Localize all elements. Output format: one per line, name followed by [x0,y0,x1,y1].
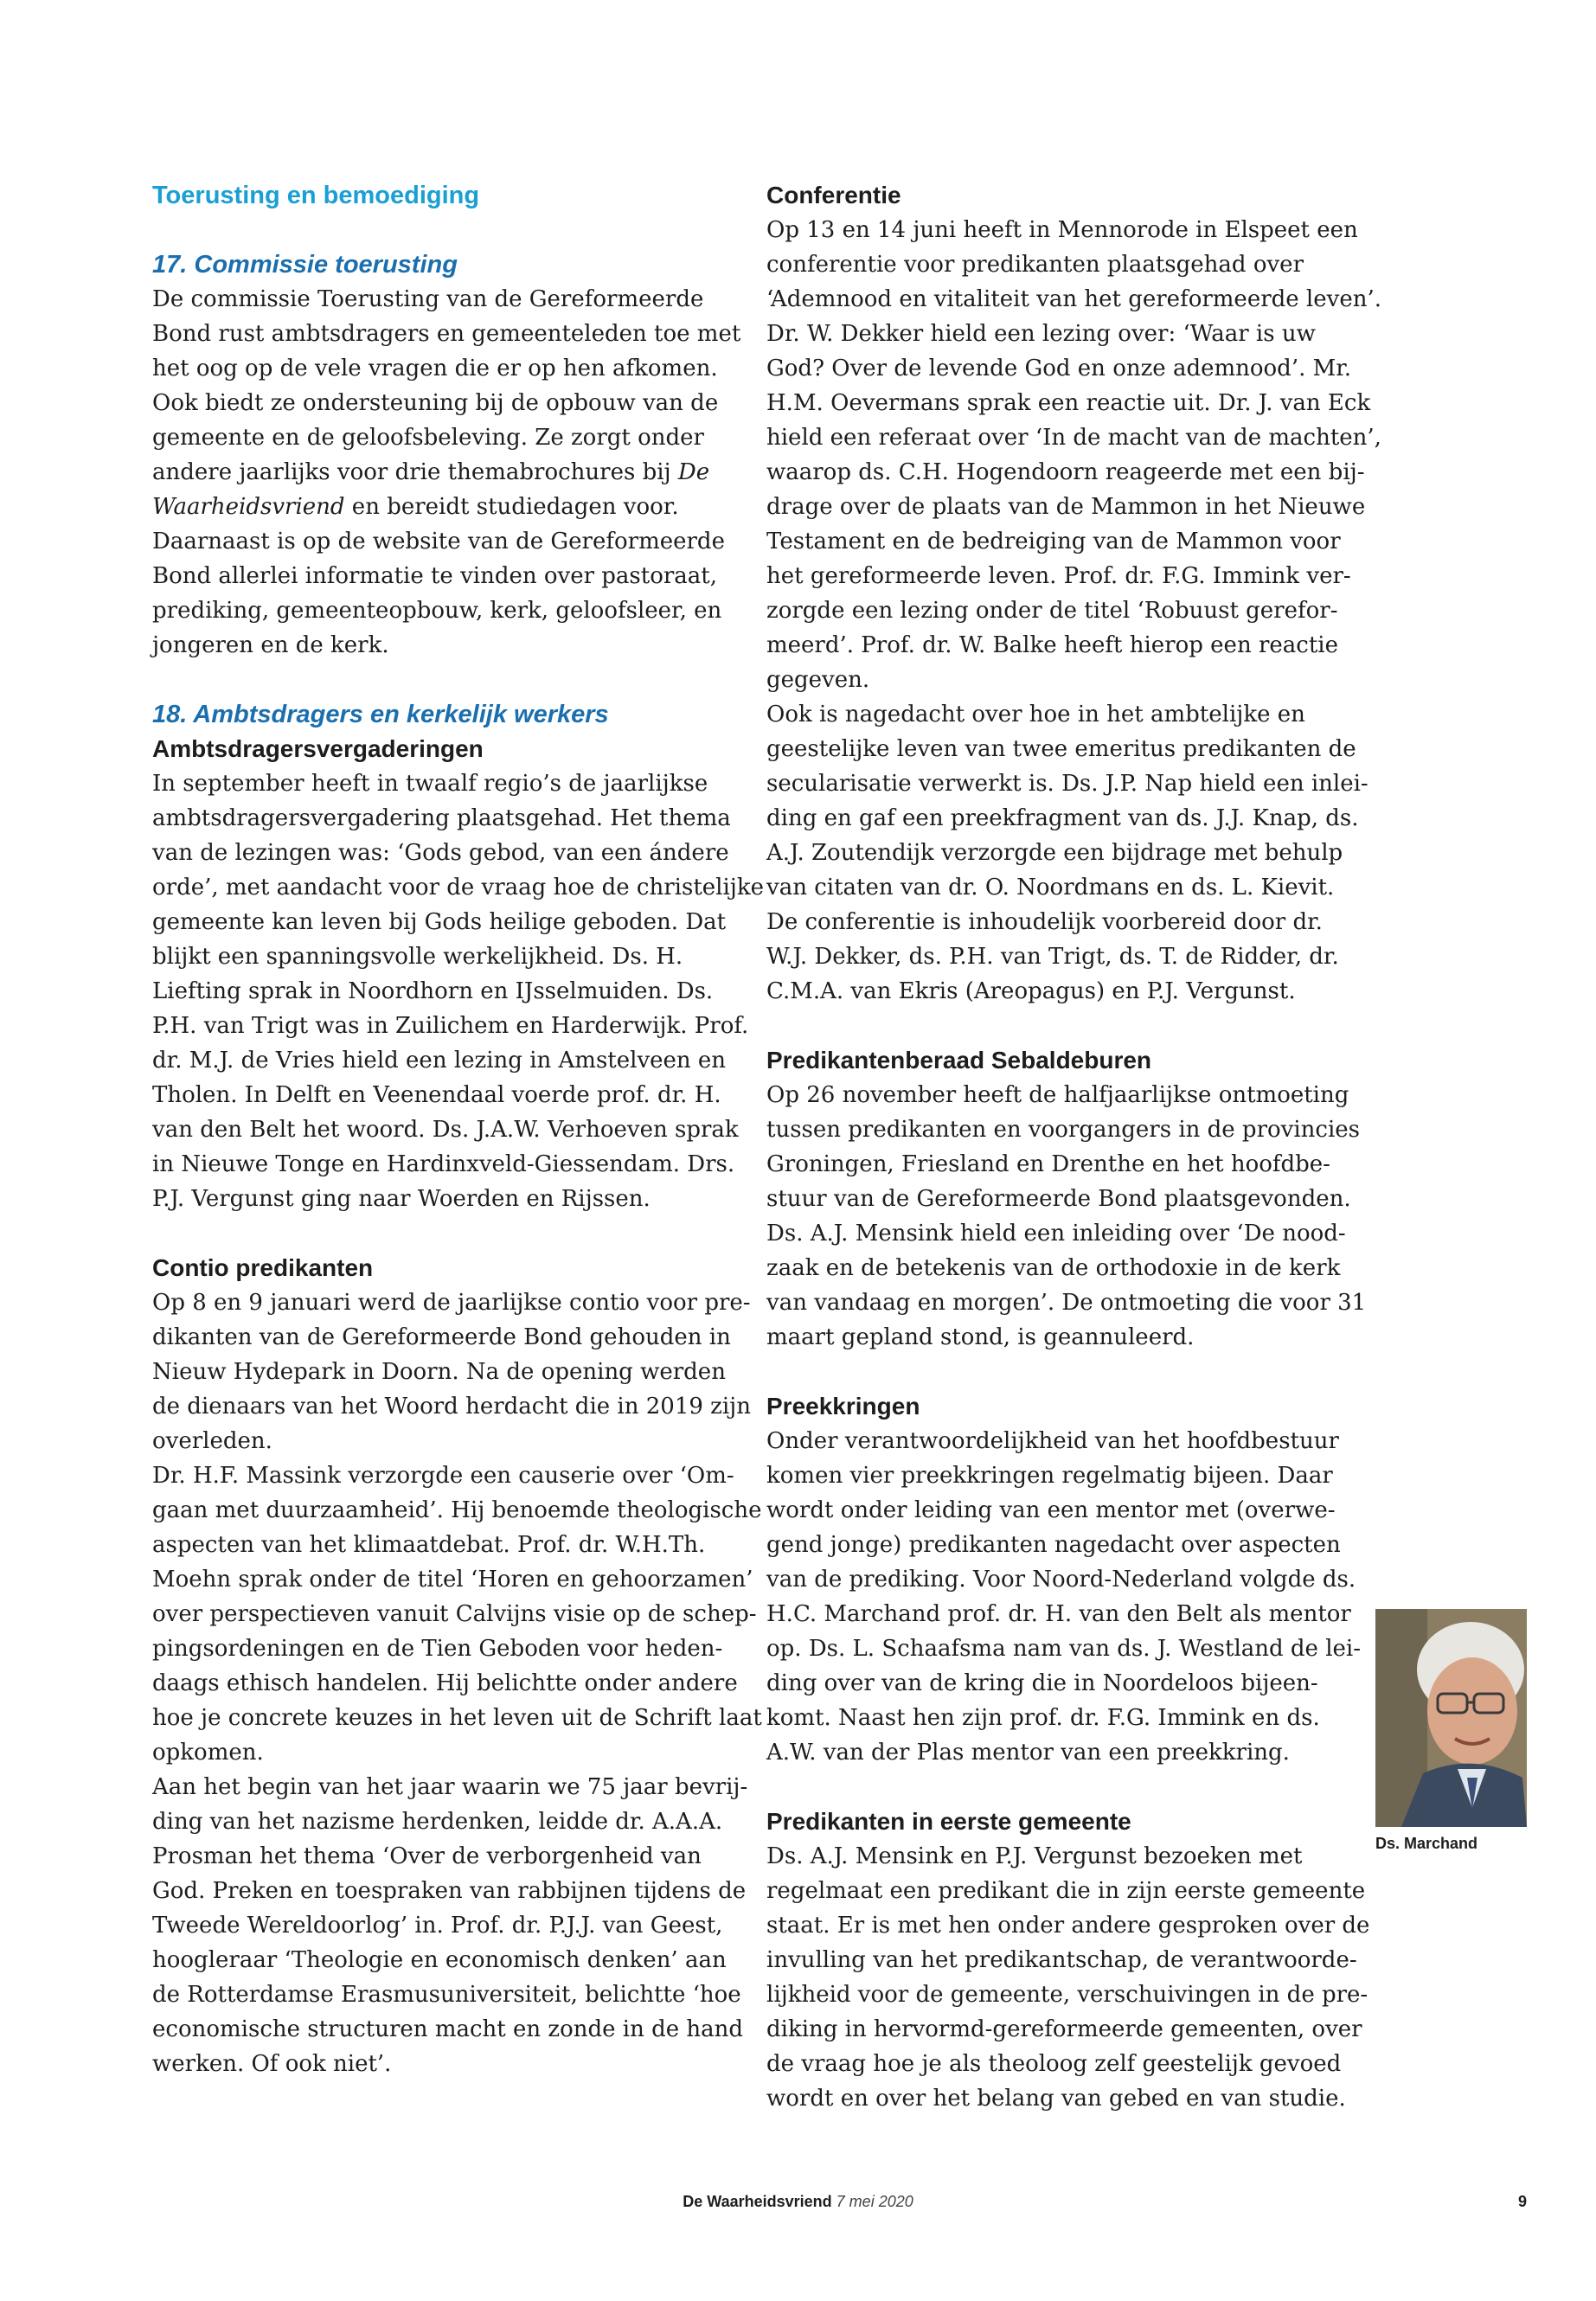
line-with-italic: andere jaarlijks voor drie themabrochures bij De [152,459,710,485]
paragraph-commissie-toerusting: De commissie Toerusting van de Gereformeerde Bond rust ambtsdragers en gemeenteleden toe met het oog op de vele vragen die er op hen afkomen. Ook biedt ze ondersteuning bij de opbouw van de gemeente en de geloofsbeleving. Ze zorgt onder andere jaarlijks voor drie themabrochures bij De Waarheidsvriend en bereidt studiedagen voor. Daarnaast is op de website van de Gereformeerde Bond allerlei informatie te vinden over pastoraat, prediking, gemeenteopbouw, kerk, geloofsleer, en jongeren en de kerk. [152,286,741,658]
subheading-contio-predikanten: Contio predikanten [152,1254,374,1281]
subheading-conferentie: Conferentie [766,182,901,208]
paragraph-conferentie: Op 13 en 14 juni heeft in Mennorode in Elspeet een conferentie voor predikanten plaatsgehad over ‘Ademnood en vitaliteit van het gereformeerde leven’. Dr. W. Dekker hield een lezing over: ‘Waar is uw God? Over de levende God en onze ademnood’. Mr. H.M. Oevermans sprak een reactie uit. Dr. J. van Eck hield een referaat over ‘In de macht van de machten’, waarop ds. C.H. Hogendoorn reageerde met een bij- drage over de plaats van de Mammon in het Nieuwe Testament en de bedreiging van de Mammon voor het gereformeerde leven. Prof. dr. F.G. Immink ver- zorgde een lezing onder de titel ‘Robuust gerefor- meerd’. Prof. dr. W. Balke heeft hierop een reactie gegeven. Ook is nagedacht over hoe in het ambtelijke en geestelijke leven van twee emeritus predikanten de secularisatie verwerkt is. Ds. J.P. Nap hield een inlei- ding en gaf een preekfragment van ds. J.J. Knap, ds. A.J. Zoutendijk verzorgde een bijdrage met behulp van citaten van dr. O. Noordmans en ds. L. Kievit. De conferentie is inhoudelijk voorbereid door dr. W.J. Dekker, ds. P.H. van Trigt, ds. T. de Ridder, dr. C.M.A. van Ekris (Areopagus) en P.J. Vergunst. [766,217,1381,1004]
heading-ambtsdragers: 18. Ambtsdragers en kerkelijk werkers [152,701,609,728]
magazine-name-italic: De [677,459,710,485]
subheading-sebaldeburen: Predikantenberaad Sebaldeburen [766,1047,1152,1074]
right-column [766,178,1381,2116]
portrait-photo [1375,1609,1527,1827]
footer-date: 7 mei 2020 [836,2193,913,2210]
subheading-ambtsdragersvergaderingen: Ambtsdragersvergaderingen [152,735,484,762]
portrait-illustration [1375,1609,1527,1827]
left-column [152,178,764,2081]
paragraph-sebaldeburen: Op 26 november heeft de halfjaarlijkse ontmoeting tussen predikanten en voorgangers in de provincies Groningen, Friesland en Drenthe en het hoofdbe- stuur van de Gereformeerde Bond plaatsgevonden. Ds. A.J. Mensink hield een inleiding over ‘De nood- zaak en de betekenis van de orthodoxie in de kerk van vandaag en morgen’. De ontmoeting die voor 31 maart gepland stond, is geannuleerd. [766,1082,1367,1350]
heading-commissie-toerusting: 17. Commissie toerusting [152,251,458,279]
paragraph-contio-predikanten: Op 8 en 9 januari werd de jaarlijkse contio voor pre- dikanten van de Gereformeerde Bond gehouden in Nieuw Hydepark in Doorn. Na de opening werden de dienaars van het Woord herdacht die in 2019 zijn overleden. Dr. H.F. Massink verzorgde een causerie over ‘Om- gaan met duurzaamheid’. Hij benoemde theologische aspecten van het klimaatdebat. Prof. dr. W.H.Th. Moehn sprak onder de titel ‘Horen en gehoorzamen’ over perspectieven vanuit Calvijns visie op de schep- pingsordeningen en de Tien Geboden voor heden- daags ethisch handelen. Hij belichtte onder andere hoe je concrete keuzes in het leven uit de Schrift laat opkomen. Aan het begin van het jaar waarin we 75 jaar bevrij- ding van het nazisme herdenken, leidde dr. A.A.A. Prosman het thema ‘Over de verborgenheid van God. Preken en toespraken van rabbijnen tijdens de Tweede Wereldoorlog’ in. Prof. dr. P.J.J. van Geest, hoogleraar ‘Theologie en economisch denken’ aan de Rotterdamse Erasmusuniversiteit, belichtte ‘hoe economische structuren macht en zonde in de hand werken. Of ook niet’. [152,1290,762,2077]
subheading-eerste-gemeente: Predikanten in eerste gemeente [766,1808,1131,1835]
paragraph-ambtsdragersvergaderingen: In september heeft in twaalf regio’s de jaarlijkse ambtsdragersvergadering plaatsgehad. Het thema van de lezingen was: ‘Gods gebod, van een ándere orde’, met aandacht voor de vraag hoe de christelijke gemeente kan leven bij Gods heilige geboden. Dat blijkt een spanningsvolle werkelijkheid. Ds. H. Liefting sprak in Noordhorn en IJsselmuiden. Ds. P.H. van Trigt was in Zuilichem en Harderwijk. Prof. dr. M.J. de Vries hield een lezing in Amstelveen en Tholen. In Delft en Veenendaal voerde prof. dr. H. van den Belt het woord. Ds. J.A.W. Verhoeven sprak in Nieuwe Tonge en Hardinxveld-Giessendam. Drs. P.J. Vergunst ging naar Woerden en Rijssen. [152,771,764,1212]
subheading-preekkringen: Preekkringen [766,1393,920,1420]
paragraph-preekkringen: Onder verantwoordelijkheid van het hoofdbestuur komen vier preekkringen regelmatig bijeen. Daar wordt onder leiding van een mentor met (overwe- gend jonge) predikanten nagedacht over aspecten van de prediking. Voor Noord-Nederland volgde ds. H.C. Marchand prof. dr. H. van den Belt als mentor op. Ds. L. Schaafsma nam van ds. J. Westland de lei- ding over van de kring die in Noordeloos bijeen- komt. Naast hen zijn prof. dr. F.G. Immink en ds. A.W. van der Plas mentor van een preekkring. [766,1428,1362,1766]
page-number: 9 [1518,2193,1528,2210]
footer-magazine: De Waarheidsvriend [683,2193,832,2210]
section-title: Toerusting en bemoediging [152,182,480,209]
photo-caption: Ds. Marchand [1375,1835,1478,1852]
line-with-italic-2: Waarheidsvriend en bereidt studiedagen voor. [152,494,679,520]
footer [0,2193,1596,2211]
paragraph-eerste-gemeente: Ds. A.J. Mensink en P.J. Vergunst bezoeken met regelmaat een predikant die in zijn eerste gemeente staat. Er is met hen onder andere gesproken over de invulling van het predikantschap, de verantwoorde- lijkheid voor de gemeente, verschuivingen in de pre- diking in hervormd-gereformeerde gemeenten, over de vraag hoe je als theoloog zelf geestelijk gevoed wordt en over het belang van gebed en van studie. [766,1843,1370,2112]
